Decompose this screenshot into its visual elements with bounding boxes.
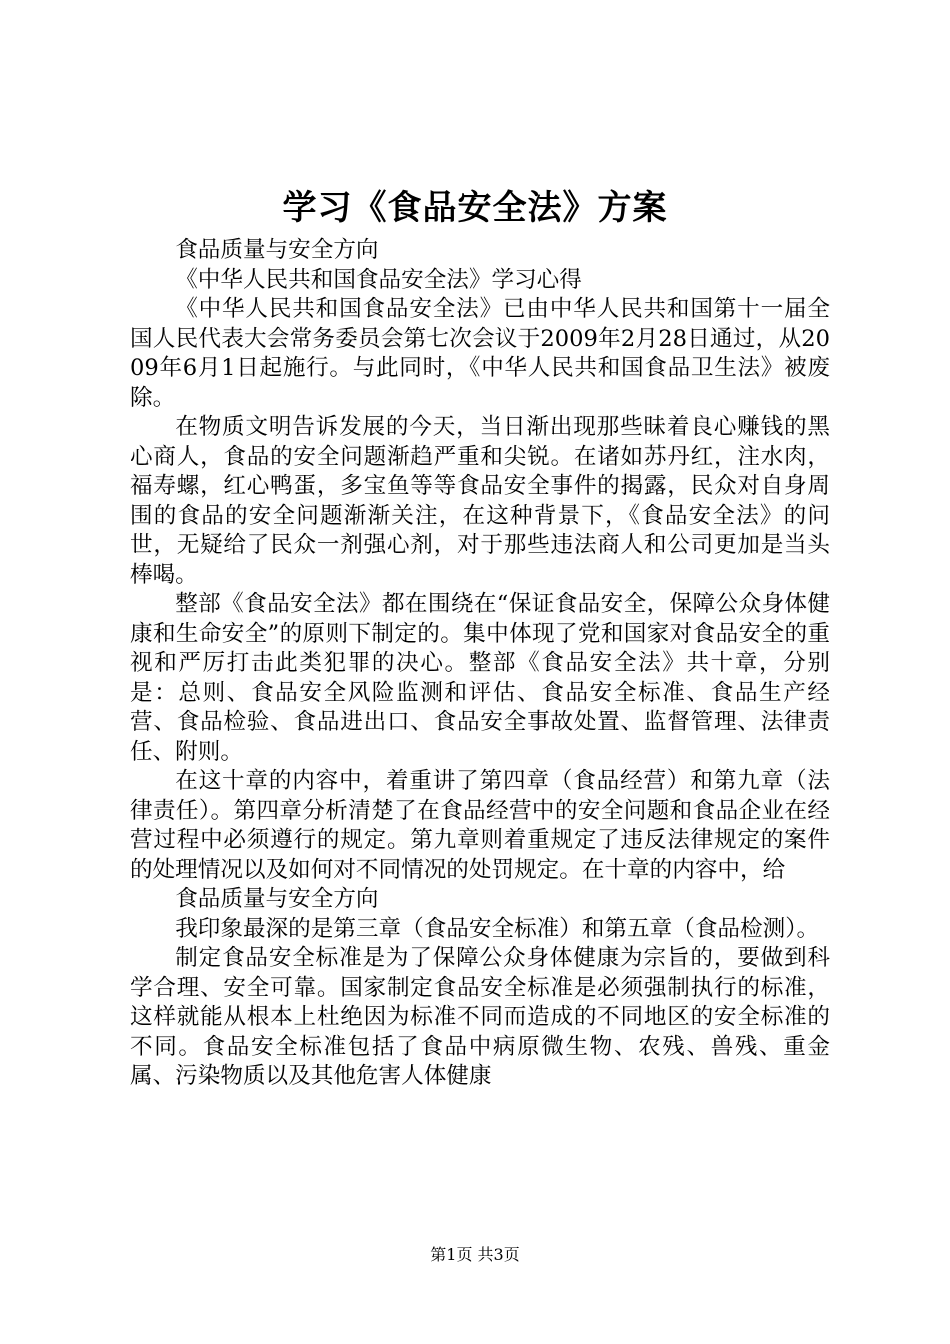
document-body (130, 236, 830, 1092)
paragraph-subtitle: 《中华人民共和国食品安全法》学习心得 (175, 266, 582, 293)
paragraph-impression: 我印象最深的是第三章（食品安全标准）和第五章（食品检测）。 (175, 915, 820, 942)
document-title: 学习《食品安全法》方案 (282, 188, 668, 228)
paragraph-background: 在物质文明告诉发展的今天，当日渐出现那些昧着良心赚钱的黑心商人，食品的安全问题渐趋严重和尖锐。在诸如苏丹红，注水肉，福寿螺，红心鸭蛋，多宝鱼等等食品安全事件的揭露，民众对自身周围的食品的安全问题渐渐关注，在这种背景下，《食品安全法》的问世，无疑给了民众一剂强心剂，对于那些违法商人和公司更加是当头棒喝。 (130, 414, 830, 588)
paragraph-intro: 《中华人民共和国食品安全法》已由中华人民共和国第十一届全国人民代表大会常务委员会第七次会议于2009年2月28日通过，从2009年6月1日起施行。与此同时，《中华人民共和国食品卫生法》被废除。 (130, 296, 830, 411)
paragraph-major-heading-repeat: 食品质量与安全方向 (175, 886, 379, 912)
paragraph-major-heading: 食品质量与安全方向 (175, 237, 379, 263)
paragraph-principles: 整部《食品安全法》都在围绕在“保证食品安全，保障公众身体健康和生命安全”的原则下制定的。集中体现了党和国家对食品安全的重视和严厉打击此类犯罪的决心。整部《食品安全法》共十章，分别是：总则、食品安全风险监测和评估、食品安全标准、食品生产经营、食品检验、食品进出口、食品安全事故处置、监督管理、法律责任、附则。 (130, 591, 830, 765)
paragraph-standards: 制定食品安全标准是为了保障公众身体健康为宗旨的，要做到科学合理、安全可靠。国家制定食品安全标准是必须强制执行的标准，这样就能从根本上杜绝因为标准不同而造成的不同地区的安全标准的不同。食品安全标准包括了食品中病原微生物、农残、兽残、重金属、污染物质以及其他危害人体健康 (130, 945, 830, 1089)
paragraph-chapters: 在这十章的内容中，着重讲了第四章（食品经营）和第九章（法律责任）。第四章分析清楚了在食品经营中的安全问题和食品企业在经营过程中必须遵行的规定。第九章则着重规定了违反法律规定的案件的处理情况以及如何对不同情况的处罚规定。在十章的内容中，给 (130, 768, 830, 883)
page-number-footer: 第1页 共3页 (430, 1245, 520, 1264)
